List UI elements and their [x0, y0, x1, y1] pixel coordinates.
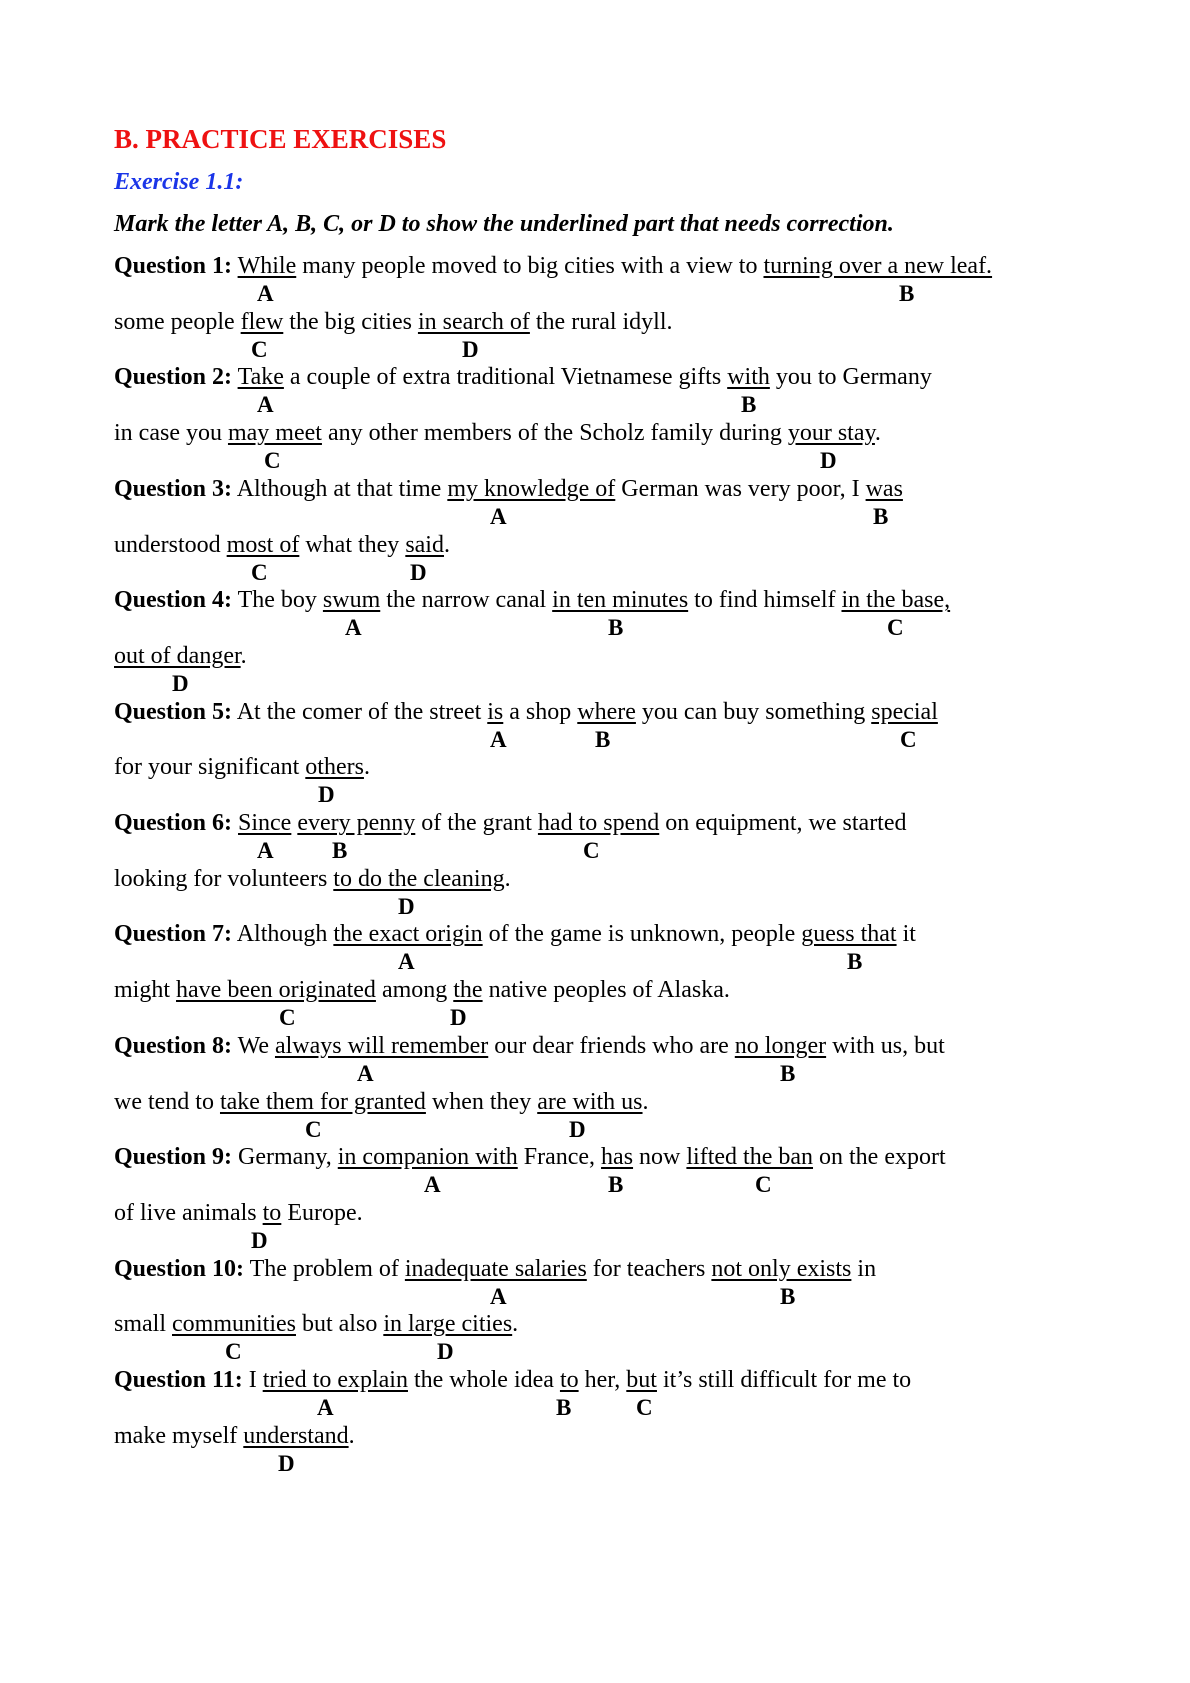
sentence-text: .: [348, 1422, 355, 1449]
option-letter-c: C: [583, 838, 600, 863]
underlined-option: not only exists: [711, 1255, 852, 1282]
underlined-option: in large cities: [383, 1311, 513, 1338]
option-letter-b: B: [741, 392, 757, 418]
sentence-text: when they: [425, 1088, 538, 1115]
sentence-text: to find himself: [688, 587, 842, 614]
underlined-option: swum: [322, 587, 381, 614]
question-1-line-2: [114, 307, 673, 337]
option-letter-a: A: [257, 392, 274, 418]
sentence-text: .: [240, 642, 247, 669]
option-letter-c: C: [636, 1395, 653, 1420]
sentence-text: .: [512, 1311, 519, 1338]
question-11-line-1: [114, 1365, 911, 1395]
option-letter-a: A: [398, 949, 415, 975]
option-letter-c: C: [305, 1116, 322, 1142]
sentence-text: The problem of: [244, 1255, 405, 1282]
sentence-text: German was very poor, I: [615, 475, 866, 502]
underlined-option: most of: [226, 531, 300, 558]
sentence-text: you to Germany: [769, 364, 932, 391]
sentence-text: with us, but: [826, 1032, 945, 1059]
question-10-line-2: [114, 1309, 518, 1339]
option-letter-d: D: [410, 559, 427, 585]
underlined-option: had to spend: [537, 810, 660, 836]
question-5-line-1: [114, 697, 938, 727]
option-letter-b: B: [595, 726, 611, 752]
underlined-option: others: [305, 754, 364, 781]
underlined-option: are with us: [537, 1088, 643, 1115]
question-3-line-1: [114, 474, 903, 504]
option-letter-c: C: [900, 726, 917, 752]
question-label: Question 10:: [114, 1255, 245, 1282]
sentence-text: a couple of extra traditional Vietnamese gifts: [283, 364, 728, 391]
sentence-text: of live animals: [114, 1199, 263, 1226]
option-letter-b: B: [873, 503, 889, 529]
sentence-text: but also: [295, 1311, 384, 1338]
option-letter-d: D: [398, 893, 415, 919]
underlined-option: to: [559, 1367, 579, 1393]
question-7-line-1: [114, 919, 916, 949]
question-11-line-2: [114, 1421, 355, 1451]
question-label: Question 11:: [114, 1367, 243, 1393]
underlined-option: tried to explain: [262, 1367, 408, 1393]
sentence-text: we tend to: [114, 1088, 220, 1115]
option-letter-a: A: [317, 1395, 334, 1420]
question-6-line-1: [114, 808, 907, 838]
sentence-text: The boy: [232, 587, 323, 614]
question-label: Question 5:: [114, 698, 233, 725]
underlined-option: my knowledge of: [447, 475, 616, 502]
sentence-text: the big cities: [283, 308, 418, 335]
underlined-option: but: [626, 1367, 657, 1393]
sentence-text: her,: [578, 1367, 627, 1393]
option-letter-a: A: [345, 615, 362, 641]
underlined-option: turning over a new leaf.: [763, 253, 993, 279]
underlined-option: out of danger: [114, 642, 241, 669]
option-letter-b: B: [847, 949, 863, 975]
question-3-line-2: [114, 530, 450, 560]
underlined-option: in companion with: [337, 1144, 518, 1171]
sentence-text: on equipment, we started: [659, 810, 907, 836]
sentence-text: .: [504, 865, 511, 892]
underlined-option: in the base,: [841, 587, 951, 614]
underlined-option: always will remember: [274, 1032, 489, 1059]
underlined-option: communities: [172, 1311, 296, 1338]
question-label: Question 2:: [114, 364, 233, 391]
option-letter-a: A: [257, 281, 274, 306]
underlined-option: special: [871, 698, 938, 725]
option-letter-c: C: [251, 559, 268, 585]
underlined-option: in ten minutes: [552, 587, 689, 614]
sentence-text: for teachers: [586, 1255, 712, 1282]
sentence-text: of the grant: [415, 810, 538, 836]
sentence-text: Germany,: [232, 1144, 338, 1171]
question-label: Question 7:: [114, 921, 233, 948]
sentence-text: .: [443, 531, 450, 558]
question-10-line-1: [114, 1254, 876, 1284]
sentence-text: among: [375, 977, 454, 1004]
sentence-text: make myself: [114, 1422, 244, 1449]
option-letter-b: B: [608, 1172, 624, 1198]
question-7-line-2: [114, 975, 730, 1005]
underlined-option: take them for granted: [219, 1088, 426, 1115]
sentence-text: many people moved to big cities with a view to: [296, 253, 764, 279]
option-letter-c: C: [755, 1172, 772, 1198]
sentence-text: Although at that time: [232, 475, 448, 502]
option-letter-d: D: [251, 1227, 268, 1253]
option-letter-d: D: [462, 336, 479, 362]
sentence-text: what they: [299, 531, 406, 558]
question-8-line-2: [114, 1087, 649, 1117]
option-letter-c: C: [251, 336, 268, 362]
sentence-text: .: [363, 754, 370, 781]
option-letter-d: D: [437, 1339, 454, 1365]
option-letter-d: D: [318, 782, 335, 808]
underlined-option: Take: [237, 364, 284, 391]
option-letter-d: D: [569, 1116, 586, 1142]
underlined-option: no longer: [734, 1032, 827, 1059]
question-5-line-2: [114, 752, 370, 782]
question-label: Question 1:: [114, 253, 233, 279]
option-letter-b: B: [899, 281, 915, 306]
option-letter-a: A: [424, 1172, 441, 1198]
underlined-option: lifted the ban: [686, 1144, 814, 1171]
question-label: Question 4:: [114, 587, 233, 614]
option-letter-b: B: [780, 1283, 796, 1309]
underlined-option: the: [453, 977, 483, 1004]
question-2-line-2: [114, 418, 881, 448]
option-letter-d: D: [172, 670, 189, 696]
option-letter-b: B: [780, 1060, 796, 1086]
question-4-line-2: [114, 641, 247, 671]
option-letter-b: B: [332, 838, 348, 863]
option-letter-c: C: [279, 1005, 296, 1031]
option-letter-a: A: [257, 838, 274, 863]
option-letter-a: A: [490, 503, 507, 529]
option-letter-c: C: [264, 448, 281, 474]
underlined-option: understand: [243, 1422, 349, 1449]
question-2-line-1: [114, 362, 932, 392]
underlined-option: in search of: [417, 308, 530, 335]
sentence-text: you can buy something: [635, 698, 872, 725]
sentence-text: now: [633, 1144, 687, 1171]
sentence-text: the narrow canal: [380, 587, 553, 614]
sentence-text: the rural idyll.: [529, 308, 673, 335]
sentence-text: I: [242, 1367, 263, 1393]
option-letter-a: A: [490, 726, 507, 752]
option-letter-d: D: [820, 448, 837, 474]
sentence-text: small: [114, 1311, 172, 1338]
option-letter-d: D: [278, 1450, 295, 1476]
option-letter-b: B: [608, 615, 624, 641]
sentence-text: understood: [114, 531, 227, 558]
underlined-option: where: [577, 698, 636, 725]
underlined-option: guess that: [801, 921, 897, 948]
option-letter-c: C: [225, 1339, 242, 1365]
underlined-option: with: [727, 364, 770, 391]
sentence-text: might: [114, 977, 177, 1004]
underlined-option: inadequate salaries: [404, 1255, 587, 1282]
question-9-line-2: [114, 1198, 363, 1228]
instruction-text: Mark the letter A, B, C, or D to show the underlined part that needs correction.: [114, 211, 894, 237]
underlined-option: may meet: [227, 420, 322, 447]
underlined-option: is: [487, 698, 504, 725]
sentence-text: looking for volunteers: [114, 865, 334, 892]
underlined-option: has: [601, 1144, 634, 1171]
sentence-text: We: [232, 1032, 275, 1059]
sentence-text: of the game is unknown, people: [482, 921, 802, 948]
underlined-option: flew: [240, 308, 284, 335]
sentence-text: a shop: [503, 698, 578, 725]
sentence-text: in case you: [114, 420, 228, 447]
sentence-text: .: [642, 1088, 649, 1115]
sentence-text: native peoples of Alaska.: [482, 977, 730, 1004]
exercise-title: Exercise 1.1:: [114, 169, 244, 195]
sentence-text: At the comer of the street: [232, 698, 488, 725]
option-letter-b: B: [556, 1395, 572, 1420]
option-letter-a: A: [357, 1060, 374, 1086]
underlined-option: your stay: [787, 420, 875, 447]
question-6-line-2: [114, 864, 511, 894]
underlined-option: Since: [238, 810, 292, 836]
underlined-option: While: [237, 253, 297, 279]
sentence-text: any other members of the Scholz family during: [321, 420, 788, 447]
sentence-text: it’s still difficult for me to: [656, 1367, 912, 1393]
sentence-text: France,: [517, 1144, 602, 1171]
underlined-option: the exact origin: [333, 921, 483, 948]
section-title: B. PRACTICE EXERCISES: [114, 124, 447, 154]
sentence-text: our dear friends who are: [488, 1032, 735, 1059]
question-9-line-1: [114, 1142, 946, 1172]
sentence-text: Europe.: [281, 1199, 363, 1226]
sentence-text: on the export: [813, 1144, 946, 1171]
option-letter-c: C: [887, 615, 904, 641]
underlined-option: to: [262, 1199, 282, 1226]
underlined-option: was: [865, 475, 903, 502]
question-4-line-1: [114, 585, 950, 615]
underlined-option: every penny: [297, 810, 416, 836]
sentence-text: some people: [114, 308, 241, 335]
option-letter-d: D: [450, 1005, 467, 1031]
question-label: Question 6:: [114, 810, 233, 836]
question-1-line-1: [114, 251, 992, 281]
sentence-text: Although: [232, 921, 334, 948]
underlined-option: said: [405, 531, 444, 558]
sentence-text: for your significant: [114, 754, 306, 781]
option-letter-a: A: [490, 1283, 507, 1309]
underlined-option: have been originated: [176, 977, 376, 1004]
underlined-option: to do the cleaning: [333, 865, 505, 892]
question-8-line-1: [114, 1031, 945, 1061]
sentence-text: it: [896, 921, 916, 948]
question-label: Question 3:: [114, 475, 233, 502]
sentence-text: in: [851, 1255, 877, 1282]
sentence-text: the whole idea: [407, 1367, 560, 1393]
question-label: Question 8:: [114, 1032, 233, 1059]
sentence-text: .: [874, 420, 881, 447]
question-label: Question 9:: [114, 1144, 233, 1171]
